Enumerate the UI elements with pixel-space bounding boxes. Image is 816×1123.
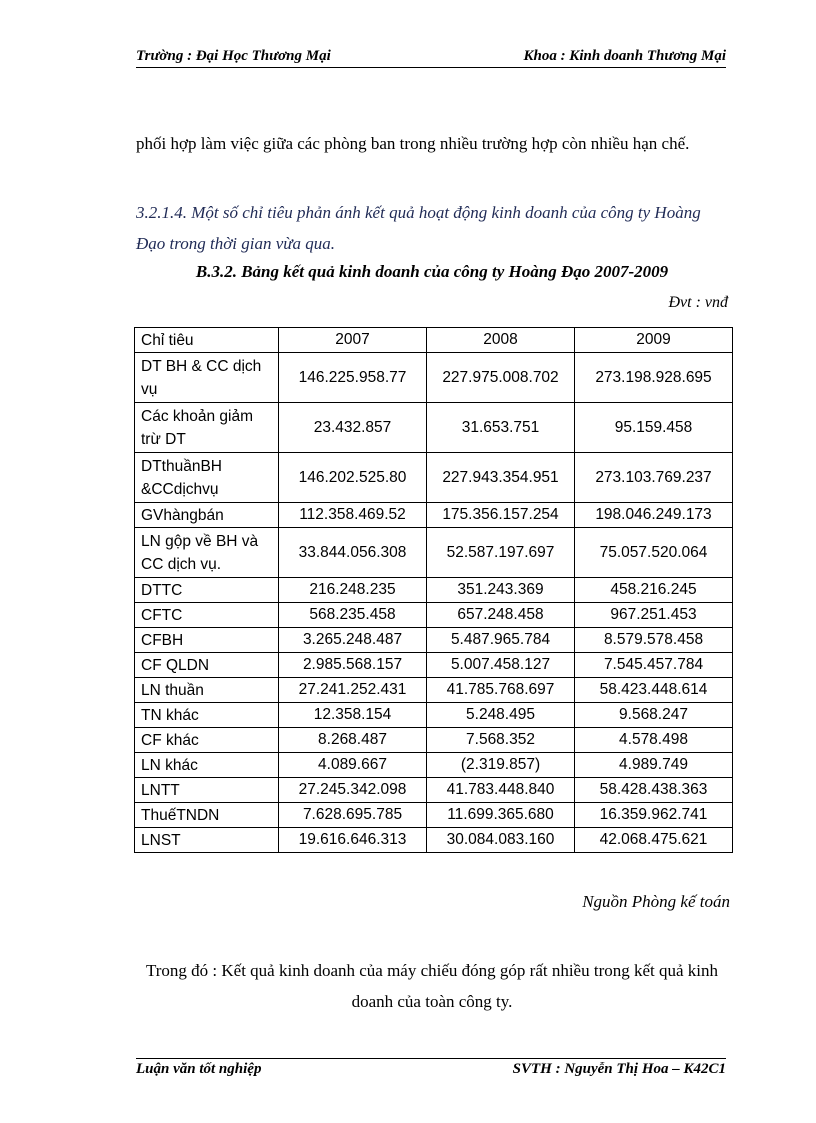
- table-cell: 216.248.235: [279, 578, 427, 603]
- table-header-cell: 2007: [279, 328, 427, 353]
- table-row: [135, 678, 733, 703]
- source-note: Nguồn Phòng kế toán: [582, 892, 730, 911]
- table-cell: 19.616.646.313: [279, 828, 427, 853]
- table-cell: 9.568.247: [575, 703, 733, 728]
- table-cell: 33.844.056.308: [279, 528, 427, 578]
- table-cell: 227.943.354.951: [427, 453, 575, 503]
- table-cell: 657.248.458: [427, 603, 575, 628]
- table-cell: 5.487.965.784: [427, 628, 575, 653]
- row-label: TN khác: [135, 703, 279, 728]
- table-row: [135, 403, 733, 453]
- table-cell: 41.785.768.697: [427, 678, 575, 703]
- table-cell: 112.358.469.52: [279, 503, 427, 528]
- row-label: DT BH & CC dịch vụ: [135, 353, 279, 403]
- table-row: [135, 728, 733, 753]
- table-cell: 23.432.857: [279, 403, 427, 453]
- table-cell: 8.268.487: [279, 728, 427, 753]
- table-cell: 5.248.495: [427, 703, 575, 728]
- row-label: CFTC: [135, 603, 279, 628]
- table-cell: 75.057.520.064: [575, 528, 733, 578]
- header-faculty: Khoa : Kinh doanh Thương Mại: [523, 48, 726, 64]
- table-cell: 27.241.252.431: [279, 678, 427, 703]
- table-cell: 458.216.245: [575, 578, 733, 603]
- header-school: Trường : Đại Học Thương Mại: [136, 48, 331, 64]
- table-cell: 3.265.248.487: [279, 628, 427, 653]
- table-header-cell: Chỉ tiêu: [135, 328, 279, 353]
- table-cell: 58.428.438.363: [575, 778, 733, 803]
- table-cell: 2.985.568.157: [279, 653, 427, 678]
- table-cell: 7.568.352: [427, 728, 575, 753]
- table-row: [135, 353, 733, 403]
- row-label: LNST: [135, 828, 279, 853]
- row-label: LNTT: [135, 778, 279, 803]
- row-label: ThuếTNDN: [135, 803, 279, 828]
- row-label: CF khác: [135, 728, 279, 753]
- table-cell: 31.653.751: [427, 403, 575, 453]
- intro-paragraph: phối hợp làm việc giữa các phòng ban trong nhiều trường hợp còn nhiều hạn chế.: [136, 134, 690, 153]
- table-cell: 30.084.083.160: [427, 828, 575, 853]
- table-cell: 95.159.458: [575, 403, 733, 453]
- table-cell: 568.235.458: [279, 603, 427, 628]
- table-cell: 198.046.249.173: [575, 503, 733, 528]
- table-cell: 27.245.342.098: [279, 778, 427, 803]
- table-cell: 58.423.448.614: [575, 678, 733, 703]
- business-results-table: [134, 327, 733, 853]
- table-cell: 273.103.769.237: [575, 453, 733, 503]
- table-cell: 4.989.749: [575, 753, 733, 778]
- table-row: [135, 528, 733, 578]
- unit-label: Đvt : vnđ: [668, 294, 728, 311]
- table-row: [135, 703, 733, 728]
- row-label: LN thuần: [135, 678, 279, 703]
- table-cell: 175.356.157.254: [427, 503, 575, 528]
- table-cell: 7.628.695.785: [279, 803, 427, 828]
- table-cell: 351.243.369: [427, 578, 575, 603]
- footer-thesis: Luận văn tốt nghiệp: [136, 1061, 262, 1077]
- row-label: DTthuầnBH &CCdịchvụ: [135, 453, 279, 503]
- table-cell: 41.783.448.840: [427, 778, 575, 803]
- row-label: CF QLDN: [135, 653, 279, 678]
- table-cell: 227.975.008.702: [427, 353, 575, 403]
- table-header-row: [135, 328, 733, 353]
- table-cell: 12.358.154: [279, 703, 427, 728]
- table-row: [135, 578, 733, 603]
- table-cell: 146.225.958.77: [279, 353, 427, 403]
- table-cell: 11.699.365.680: [427, 803, 575, 828]
- row-label: CFBH: [135, 628, 279, 653]
- row-label: LN gộp về BH và CC dịch vụ.: [135, 528, 279, 578]
- table-cell: 4.089.667: [279, 753, 427, 778]
- table-row: [135, 778, 733, 803]
- table-cell: 146.202.525.80: [279, 453, 427, 503]
- table-cell: 16.359.962.741: [575, 803, 733, 828]
- table-row: [135, 503, 733, 528]
- row-label: Các khoản giảm trừ DT: [135, 403, 279, 453]
- table-cell: 42.068.475.621: [575, 828, 733, 853]
- table-row: [135, 603, 733, 628]
- table-cell: 8.579.578.458: [575, 628, 733, 653]
- table-header-cell: 2008: [427, 328, 575, 353]
- table-cell: 5.007.458.127: [427, 653, 575, 678]
- table-row: [135, 653, 733, 678]
- row-label: GVhàngbán: [135, 503, 279, 528]
- table-row: [135, 803, 733, 828]
- table-row: [135, 828, 733, 853]
- section-heading: 3.2.1.4. Một số chỉ tiêu phản ánh kết quả hoạt động kinh doanh của công ty Hoàng Đạo trong thời gian vừa qua.: [136, 203, 701, 253]
- footer-student: SVTH : Nguyễn Thị Hoa – K42C1: [512, 1061, 726, 1077]
- note-paragraph: Trong đó : Kết quả kinh doanh của máy chiếu đóng góp rất nhiều trong kết quả kinh doanh của toàn công ty.: [145, 961, 719, 1011]
- table-row: [135, 753, 733, 778]
- table-cell: 4.578.498: [575, 728, 733, 753]
- page-footer: [136, 1058, 726, 1078]
- page-header: [136, 48, 726, 68]
- table-title: B.3.2. Bảng kết quả kinh doanh của công ty Hoàng Đạo 2007-2009: [195, 262, 669, 281]
- table-row: [135, 628, 733, 653]
- table-cell: 967.251.453: [575, 603, 733, 628]
- table-cell: 7.545.457.784: [575, 653, 733, 678]
- table-header-cell: 2009: [575, 328, 733, 353]
- table-cell: 52.587.197.697: [427, 528, 575, 578]
- table-cell: 273.198.928.695: [575, 353, 733, 403]
- table-row: [135, 453, 733, 503]
- row-label: LN khác: [135, 753, 279, 778]
- row-label: DTTC: [135, 578, 279, 603]
- table-cell: (2.319.857): [427, 753, 575, 778]
